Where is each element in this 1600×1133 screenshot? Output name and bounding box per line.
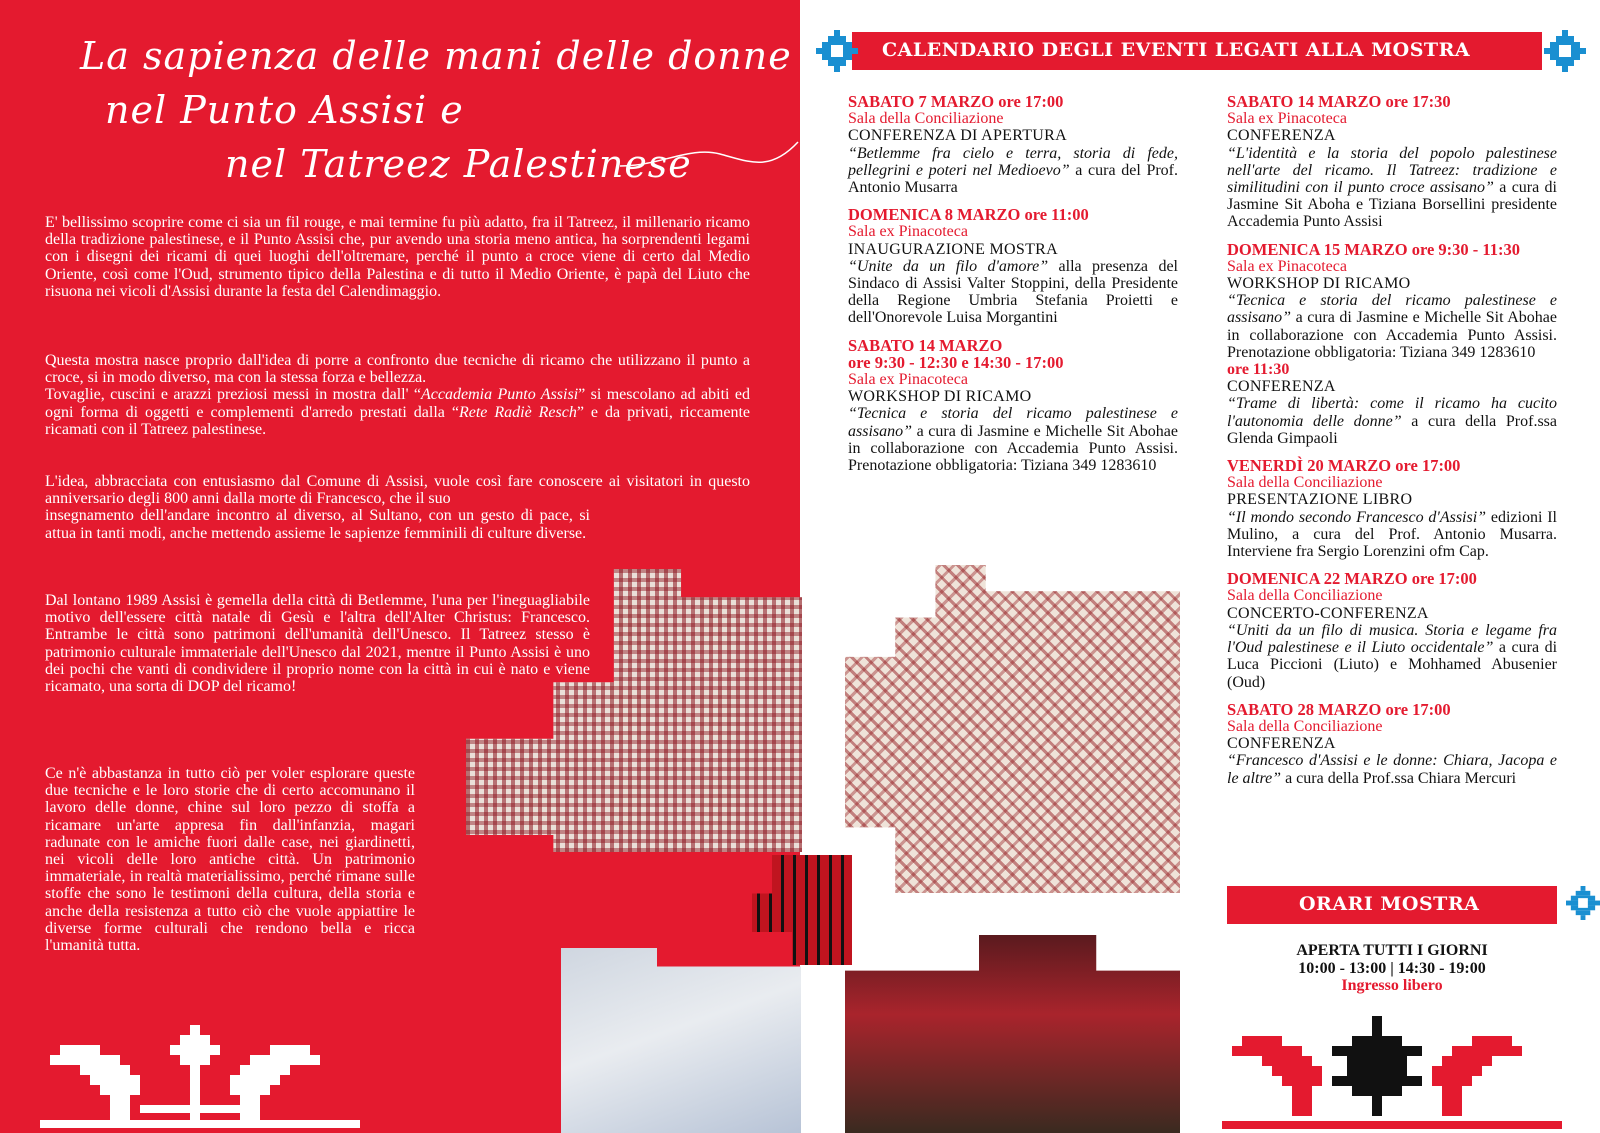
title-swash-ornament xyxy=(620,136,800,176)
event-credits: a cura del Prof. Antonio Musarra xyxy=(848,161,1178,197)
event-item xyxy=(1227,570,1557,690)
intro-paragraph-1: E' bellissimo scoprire come ci sia un fil rouge, e mai termine fu più adatto, fra il Tatreez, il millenario ricamo della tradizione palestinese, e il Punto Assisi che, pur avendo una storia meno antica, ha sorprendenti legami con i disegni dei ricami di quei luoghi dell'oltremare, perché il punto a croce viene di certo dal Medio Oriente, così come l'Oud, strumento tipico della Palestina e di tutto il Medio Oriente, è papà del Liuto che risuona nei vicoli d'Assisi durante la festa del Calendimaggio. xyxy=(45,214,750,300)
event-extra-title: “Trame di libertà: come il ricamo ha cucito l'autonomia delle donne” xyxy=(1227,395,1557,430)
photo-hands-embroidering xyxy=(561,948,801,1133)
intro-paragraph-2 xyxy=(45,352,750,438)
event-venue: Sala ex Pinacoteca xyxy=(848,223,968,241)
photo-palestinian-dress xyxy=(845,935,1180,1133)
free-entry-label: Ingresso libero xyxy=(1341,977,1443,994)
opening-times: 10:00 - 13:00 | 14:30 - 19:00 xyxy=(1298,959,1486,977)
opening-hours-header xyxy=(1227,886,1557,924)
cross-stitch-ornament-icon xyxy=(816,30,858,72)
event-title: “Il mondo secondo Francesco d'Assisi” xyxy=(1227,508,1487,526)
event-credits: alla presenza del Sindaco di Assisi Valter Stoppini, della Presidente della Regione Umbria Stefania Proietti e dell'Onorevole Luisa Morgantini xyxy=(848,257,1178,327)
event-extra-type: CONFERENZA xyxy=(1227,378,1336,396)
events-column-left xyxy=(848,93,1178,484)
event-type: CONFERENZA xyxy=(1227,127,1336,145)
event-description xyxy=(1227,292,1557,361)
intro-paragraph-3 xyxy=(45,473,750,542)
accademia-name: Accademia Punto Assisi xyxy=(421,386,579,404)
opening-hours-title: ORARI MOSTRA xyxy=(1299,893,1480,915)
event-description xyxy=(848,405,1178,474)
title-line-1: La sapienza delle mani delle donne xyxy=(80,34,792,78)
event-date: SABATO 14 MARZO ore 17:30 xyxy=(1227,92,1451,111)
event-venue: Sala della Conciliazione xyxy=(1227,717,1383,735)
event-item xyxy=(1227,701,1557,787)
event-title: “Betlemme fra cielo e terra, storia di fede, pellegrini e poteri nel Medioevo” xyxy=(848,144,1178,179)
event-date: SABATO 28 MARZO ore 17:00 xyxy=(1227,699,1451,719)
event-description xyxy=(1227,622,1557,691)
event-date: SABATO 7 MARZO ore 17:00 xyxy=(848,92,1064,111)
event-credits: a cura di Jasmine Sit Aboha e Tiziana Borsellini presidente Accademia Punto Assisi xyxy=(1227,179,1557,231)
event-credits: a cura di Jasmine e Michelle Sit Abohae in collaborazione con Accademia Punto Assisi. Prenotazione obbligatoria: Tiziana 349 1283610 xyxy=(848,422,1178,475)
event-date: DOMENICA 22 MARZO ore 17:00 xyxy=(1227,569,1477,589)
event-venue: Sala della Conciliazione xyxy=(848,110,1004,128)
cross-stitch-ornament-icon xyxy=(1566,886,1600,920)
event-venue: Sala della Conciliazione xyxy=(1227,474,1383,492)
cross-stitch-ornament-icon xyxy=(1544,30,1586,72)
event-venue: Sala ex Pinacoteca xyxy=(1227,110,1347,128)
event-type: CONCERTO-CONFERENZA xyxy=(1227,604,1429,622)
events-column-right xyxy=(1227,93,1557,797)
intro-paragraph-2a: Questa mostra nasce proprio dall'idea di porre a confronto due tecniche di ricamo che utilizzano il punto a croce, si in modo diverso, ma con la stessa forza e bellezza. xyxy=(45,352,750,387)
event-type: WORKSHOP DI RICAMO xyxy=(1227,275,1411,293)
intro-paragraph-2d: ” e da privati, riccamente ricamati con il Tatreez palestinese. xyxy=(45,403,750,438)
event-extra-credits: a cura della Prof.ssa Glenda Gimpaoli xyxy=(1227,412,1557,447)
cross-stitch-birds-ornament xyxy=(40,1015,380,1133)
event-type: PRESENTAZIONE LIBRO xyxy=(1227,491,1413,509)
photo-punto-assisi-tablecloth xyxy=(845,565,1180,893)
exhibition-title xyxy=(60,26,800,196)
title-line-2: nel Punto Assisi e xyxy=(105,88,464,132)
event-title: “Tecnica e storia del ricamo palestinese e assisano” xyxy=(848,405,1178,440)
rete-name: Rete Radiè Resch xyxy=(458,403,577,421)
event-item xyxy=(848,337,1178,475)
event-title: “L'identità e la storia del popolo palestinese nell'arte del ricamo. Il Tatreez: tradizione e similitudini con il punto croce assisano” xyxy=(1227,144,1557,197)
event-extra-time: ore 11:30 xyxy=(1227,361,1290,379)
intro-paragraph-2b: Tovaglie, cuscini e arazzi preziosi messi in mostra dall' “ xyxy=(45,386,421,404)
event-date: DOMENICA 8 MARZO ore 11:00 xyxy=(848,205,1089,225)
event-item xyxy=(848,93,1178,196)
event-extra-description xyxy=(1227,395,1557,447)
event-credits: edizioni Il Mulino, a cura del Prof. Antonio Musarra. Interviene fra Sergio Lorenzini ofm Cap. xyxy=(1227,508,1557,561)
event-description xyxy=(848,258,1178,327)
event-description xyxy=(1227,752,1557,786)
event-time: ore 9:30 - 12:30 e 14:30 - 17:00 xyxy=(848,352,1064,372)
event-date: VENERDÌ 20 MARZO ore 17:00 xyxy=(1227,456,1461,476)
cross-stitch-birds-star-ornament xyxy=(1222,1016,1562,1133)
event-item xyxy=(1227,457,1557,560)
calendar-header-title: CALENDARIO DEGLI EVENTI LEGATI ALLA MOSTRA xyxy=(882,39,1471,61)
event-item xyxy=(1227,93,1557,231)
intro-paragraph-3a: L'idea, abbracciata con entusiasmo dal Comune di Assisi, vuole così fare conoscere ai visitatori in questo anniversario degli 800 anni dalla morte di Francesco, che il suo xyxy=(45,473,750,508)
event-description xyxy=(1227,145,1557,231)
event-title: “Uniti da un filo di musica. Storia e legame fra l'Oud palestinese e il Liuto occidentale” xyxy=(1227,621,1557,657)
opening-days: APERTA TUTTI I GIORNI xyxy=(1296,942,1488,959)
event-item xyxy=(1227,241,1557,447)
event-date: SABATO 14 MARZO xyxy=(848,335,1003,355)
intro-paragraph-4: Dal lontano 1989 Assisi è gemella della città di Betlemme, l'una per l'ineguagliabile motivo dell'essere città natale di Gesù e l'altra dell'Alter Christus: Francesco. Entrambe le città sono patrimoni dell'umanità dell'Unesco. Il Tatreez stesso è patrimonio culturale immateriale dell'Unesco dal 2021, mentre il Punto Assisi è uno dei pochi che vanti di condividere il proprio nome con la città in cui è nato e viene ricamato, una sorta di DOP del ricamo! xyxy=(45,592,590,696)
title-line-3: nel Tatreez Palestinese xyxy=(225,142,692,186)
event-credits: a cura di Jasmine e Michelle Sit Abohae in collaborazione con Accademia Punto Assisi. Prenotazione obbligatoria: Tiziana 349 1283610 xyxy=(1227,309,1557,361)
calendar-header xyxy=(852,32,1542,70)
intro-paragraph-3b: insegnamento dell'andare incontro al diverso, al Sultano, con un gesto di pace, si attua in tanti modi, anche mettendo assieme le sapienze femminili di culture diverse. xyxy=(45,507,590,542)
event-type: CONFERENZA xyxy=(1227,735,1336,753)
event-description xyxy=(848,145,1178,197)
event-type: INAUGURAZIONE MOSTRA xyxy=(848,240,1058,258)
event-type: WORKSHOP DI RICAMO xyxy=(848,388,1032,406)
event-title: “Unite da un filo d'amore” xyxy=(848,257,1049,275)
event-credits: a cura di Luca Piccioni (Liuto) e Mohhamed Abusenier (Oud) xyxy=(1227,639,1558,691)
event-description xyxy=(1227,509,1557,561)
event-title: “Tecnica e storia del ricamo palestinese e assisano” xyxy=(1227,292,1557,327)
event-venue: Sala ex Pinacoteca xyxy=(1227,257,1347,275)
event-venue: Sala della Conciliazione xyxy=(1227,587,1383,605)
event-item xyxy=(848,206,1178,326)
event-type: CONFERENZA DI APERTURA xyxy=(848,127,1067,145)
opening-hours-body xyxy=(1227,942,1557,995)
intro-paragraph-5: Ce n'è abbastanza in tutto ciò per voler esplorare queste due tecniche e le loro storie che di certo accomunano il lavoro delle donne, chine sul loro pezzo di stoffa a ricamare un'arte appresa fin dall'infanzia, magari radunate con le amiche fuori dalle case, nei giardinetti, nei vicoli delle loro antiche città. Un patrimonio immateriale, in realtà materialissimo, perché rimane sulle stoffe che sono le testimoni della cultura, della storia e anche della resistenza a tutto ciò che vuole appiattire le diverse forme culturali che rendono bella e ricca l'umanità tutta. xyxy=(45,765,415,955)
event-date: DOMENICA 15 MARZO ore 9:30 - 11:30 xyxy=(1227,239,1521,259)
event-title: “Francesco d'Assisi e le donne: Chiara, Jacopa e le altre” xyxy=(1227,752,1557,787)
event-venue: Sala ex Pinacoteca xyxy=(848,371,968,389)
intro-paragraph-2c: ” si mescolano ad abiti ed ogni forma di oggetti e complementi d'arredo prestati dalla “ xyxy=(45,386,750,421)
event-credits: a cura della Prof.ssa Chiara Mercuri xyxy=(1281,769,1517,787)
